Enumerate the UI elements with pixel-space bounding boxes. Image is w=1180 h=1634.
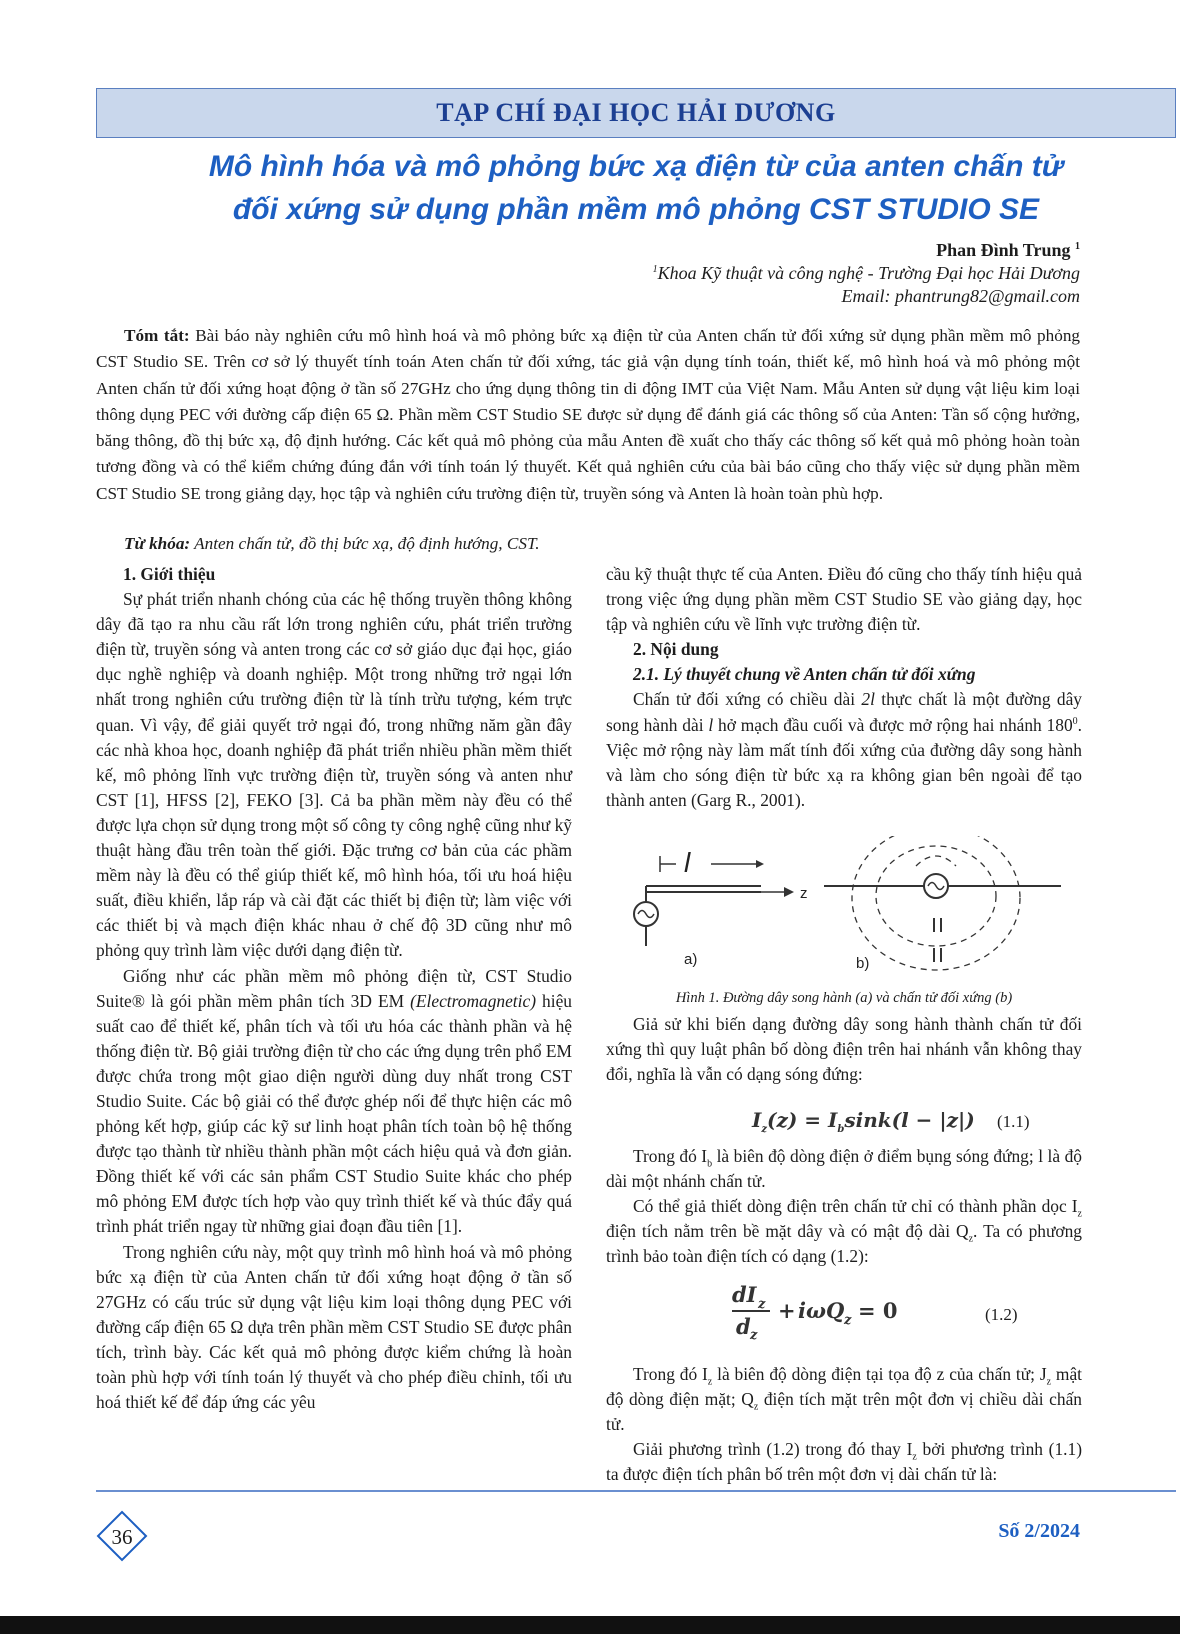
svg-text:z: z <box>750 1328 758 1342</box>
page-number: 36 <box>111 1525 133 1549</box>
where1-a: Trong đó I <box>633 1146 708 1166</box>
label-b: b) <box>856 955 870 972</box>
subsection-2-1-heading: 2.1. Lý thuyết chung về Anten chấn tử đối xứng <box>633 664 976 685</box>
svg-text:= 0: = 0 <box>858 1298 898 1323</box>
where2-c: mật độ dòng điện mặt; Q <box>606 1364 1083 1410</box>
intro-paragraph-2 <box>96 964 572 1240</box>
solve-b: bởi phương trình (1.1) ta được điện tích phân bố trên một đơn vị dài chấn tử là: <box>606 1439 1082 1485</box>
assume-paragraph: Giả sử khi biến dạng đường dây song hành thành chấn tử đối xứng thì quy luật phân bố dòng điện trên hai nhánh vẫn không thay đổi, nghĩa là vẫn có dạng sóng đứng: <box>606 1014 1082 1085</box>
assume2-b: điện tích nằm trên bề mặt dây và có mật độ dài Q <box>606 1221 969 1242</box>
assume2-c: . Ta có phương trình bảo toàn điện tích có dạng (1.2): <box>606 1221 1082 1267</box>
equation-1-1-number: (1.1) <box>997 1112 1030 1131</box>
author-superscript: 1 <box>1075 241 1080 252</box>
article-title-line-1: Mô hình hóa và mô phỏng bức xạ điện từ của anten chấn tử <box>208 150 1064 183</box>
p21-l: l <box>708 714 714 735</box>
right-column-lower <box>606 1144 1082 1269</box>
svg-text:+: + <box>778 1298 796 1323</box>
p21-a: Chấn tử đối xứng có chiều dài <box>633 689 862 710</box>
continued-paragraph: cầu kỹ thuật thực tế của Anten. Điều đó cũng cho thấy tính hiệu quả trong việc ứng dụng phần mềm CST Studio SE vào giảng dạy, học tập và nghiên cứu về lĩnh vực trường điện từ. <box>606 564 1082 635</box>
svg-text:z: z <box>758 1297 766 1312</box>
dipole-paragraph <box>606 687 1082 812</box>
section-1-heading: 1. Giới thiệu <box>123 564 216 584</box>
p21-c: hở mạch đầu cuối và được mở rộng hai nhánh 180 <box>713 714 1073 735</box>
abstract <box>96 323 1080 507</box>
where1-rest: là biên độ dòng điện ở điểm bụng sóng đứng; l là độ dài một nhánh chấn tử. <box>606 1146 1082 1192</box>
assume-2-paragraph <box>606 1194 1082 1269</box>
affiliation-line <box>653 263 1080 284</box>
p21-d: . Việc mở rộng này làm mất tính đối xứng của đường dây song hành và làm cho sóng điện từ bức xạ ra không gian bên ngoài để tạo thành anten (Garg R., 2001). <box>606 714 1083 810</box>
where2-a: Trong đó I <box>633 1364 708 1384</box>
author-email: Email: phantrung82@gmail.com <box>841 286 1080 306</box>
where-1-paragraph <box>606 1144 1082 1194</box>
right-column-top <box>606 562 1082 813</box>
bottom-strip <box>0 1616 1180 1634</box>
right-column-bottom <box>606 1362 1082 1487</box>
author-name: Phan Đình Trung <box>936 240 1071 260</box>
where-2-paragraph: Trong đó $I_z$ là biên độ dòng điện tại tọa độ z của chấn tử; $J_z$ mật độ dòng điện mặt; $Q_z$ điện tích mặt trên một đơn vị chiều dài chấn tử. <box>606 1364 1083 1435</box>
p21-b: thực chất là một đường dây song hành dài <box>606 689 1082 735</box>
journal-name: TẠP CHÍ ĐẠI HỌC HẢI DƯƠNG <box>436 98 836 127</box>
intro-paragraph-1: Sự phát triển nhanh chóng của các hệ thống truyền thông không dây đã tạo ra nhu cầu rất lớn trong nghiên cứu, phát triển trường điện từ, truyền sóng và anten trong các cơ sở giáo dục đại học, giáo dục nghề nghiệp và doanh nghiệp. Một trong những trở ngại lớn nhất trong nghiên cứu trường điện từ là tính trừu tượng, kém trực quan. Vì vậy, để giải quyết trở ngại đó, trong những năm gần đây các nhà khoa học, doanh nghiệp đã phát triển nhiều phần mềm thiết kế, mô phỏng lĩnh vực trường điện từ, truyền sóng và anten như CST [1], HFSS [2], FEKO [3]. Cả ba phần mềm này đều có thể được lựa chọn sử dụng trong một số công ty công nghệ cũng như kỹ thuật hàng đầu trên toàn thế giới. Đặc trưng cơ bản của các phầm mềm này là đều có thể giúp thiết kế, mô hình hóa, tối ưu hoá hiệu suất, điều khiển, lắp ráp và cài đặt các thiết bị điện từ; làm việc với các thiết bị và mạch điện khác nhau ở chế độ 3D cũng như mô phỏng quy trình làm việc dưới dạng điện từ. <box>96 589 572 961</box>
assume2-a: Có thể giả thiết dòng điện trên chấn tử chỉ có thành phần dọc I <box>633 1196 1078 1217</box>
page-number-badge <box>96 1510 148 1562</box>
abstract-label: Tóm tắt: <box>124 326 190 345</box>
svg-text:dI: dI <box>732 1282 757 1307</box>
article-title-line-2: đối xứng sử dụng phần mềm mô phỏng CST STUDIO SE <box>232 193 1040 226</box>
arrowhead <box>784 887 794 897</box>
svg-text:iωQ: iωQ <box>798 1298 845 1323</box>
p2-italic: (Electromagnetic) <box>410 990 536 1011</box>
where1-sub: b <box>707 1158 713 1170</box>
dimension-arrowhead <box>756 860 764 868</box>
keywords-label: Từ khóa: <box>124 534 191 553</box>
solve-paragraph: Giải phương trình (1.2) trong đó thay $I_z$ bởi phương trình (1.1) ta được điện tích phân bố trên một đơn vị dài chấn tử là: <box>606 1439 1082 1485</box>
figure-1-diagram <box>616 836 1076 988</box>
assume2-sub2: z <box>968 1233 974 1245</box>
eq1-rest: (z) = I <box>767 1108 838 1132</box>
p21-2l: 2l <box>861 689 875 710</box>
right-column-mid <box>606 1012 1082 1087</box>
p2-after: hiệu suất cao để thiết kế, phân tích và tối ưu hóa các thành phần và hệ thống điện từ. Bộ giải trường điện từ cho các ứng dụng trên phổ EM được chứa trong một giao diện người dùng duy nhất trong CST Studio Suite. Các bộ giải có thể được ghép nối để thực hiện các mô phỏng kết hợp, giúp các kỹ sư linh hoạt phân tích toàn bộ hệ thống được tạo thành từ nhiều thành phần một cách hiệu quả và đơn giản. Đồng thiết kế với các sản phẩm CST Studio Suite khác cho phép mô phỏng EM được tích hợp vào quy trình thiết kế và thúc đẩy quá trình phát triển ngay từ những giai đoạn đầu tiên [1]. <box>96 990 572 1237</box>
author-line <box>936 240 1080 261</box>
figure-caption: Hình 1. Đường dây song hành (a) và chấn tử đối xứng (b) <box>675 990 1013 1006</box>
keywords-text: Anten chấn tử, đồ thị bức xạ, độ định hướng, CST. <box>194 534 540 553</box>
affiliation-superscript: 1 <box>652 264 658 275</box>
where2-b: là biên độ dòng điện tại tọa độ z của chấn tử; J <box>712 1364 1047 1384</box>
p2-before: Giống như các phần mềm mô phỏng điện từ, CST Studio Suite® là gói phần mềm phân tích 3D EM <box>96 965 572 1011</box>
eq1-tail: sink(l − |z|) <box>844 1108 975 1132</box>
solve-a: Giải phương trình (1.2) trong đó thay I <box>633 1439 913 1460</box>
intro-paragraph-3: Trong nghiên cứu này, một quy trình mô hình hoá và mô phỏng bức xạ điện từ của Anten chấn tử đối xứng hoạt động ở tần số 27GHz có cấu trúc sử dụng vật liệu kim loại thông dụng PEC với đường cấp điện 65 Ω dựa trên phần mềm CST Studio SE được phân tích, trình bày. Các kết quả mô phỏng được kiểm chứng là hoàn toàn phù hợp với tính toán lý thuyết và cho phép điều chỉnh, tối ưu hoá thiết kế để đáp ứng các yêu <box>96 1241 572 1413</box>
issue-label: Số 2/2024 <box>998 1520 1080 1542</box>
label-a: a) <box>684 951 698 968</box>
svg-text:d: d <box>736 1314 751 1339</box>
label-l: l <box>684 847 691 878</box>
equation-1-2 <box>730 1278 930 1342</box>
equation-1-2-number: (1.2) <box>985 1305 1018 1324</box>
where2-d: điện tích mặt trên một đơn vị chiều dài chấn tử. <box>606 1389 1082 1435</box>
affiliation: Khoa Kỹ thuật và công nghệ - Trường Đại học Hải Dương <box>657 263 1080 283</box>
field-line-top <box>916 856 956 866</box>
assume2-sub1: z <box>1077 1208 1082 1220</box>
p21-degree: 0 <box>1072 715 1078 727</box>
keywords <box>124 531 1024 557</box>
eq1-I: I <box>752 1108 762 1132</box>
label-z: z <box>800 885 808 902</box>
left-column <box>96 562 572 1415</box>
journal-header <box>96 88 1176 138</box>
footer-rule <box>96 1490 1176 1492</box>
section-2-heading: 2. Nội dung <box>633 639 719 660</box>
abstract-text: Bài báo này nghiên cứu mô hình hoá và mô phỏng bức xạ điện từ của Anten chấn tử đối xứng sử dụng phần mềm mô phỏng CST Studio SE. Trên cơ sở lý thuyết tính toán Aten chấn tử đối xứng, tác giả vận dụng tính toán, thiết kế, mô hình hoá và mô phỏng một Anten chấn tử đối xứng hoạt động ở tần số 27GHz cho ứng dụng thông tin di động IMT của Việt Nam. Mẫu Anten sử dụng vật liệu kim loại thông dụng PEC với đường cấp điện 65 Ω. Phần mềm CST Studio SE được sử dụng để đánh giá các thông số của Anten: Tần số cộng hưởng, băng thông, đồ thị bức xạ, độ định hướng. Các kết quả mô phỏng của mẫu Anten đề xuất cho thấy các thông số kết quả mô phỏng hoàn toàn tương đồng và có thể kiểm chứng đúng đắn với tính toán lý thuyết. Kết quả nghiên cứu của bài báo cũng cho thấy việc sử dụng phần mềm CST Studio SE trong giảng dạy, học tập và nghiên cứu trường điện từ, truyền sóng và Anten là hoàn toàn phù hợp. <box>96 326 1081 503</box>
equation-1-1: $I_z(z) = I_b\sin k(l - |z|)$ <box>752 1108 975 1135</box>
svg-text:z: z <box>844 1313 852 1328</box>
